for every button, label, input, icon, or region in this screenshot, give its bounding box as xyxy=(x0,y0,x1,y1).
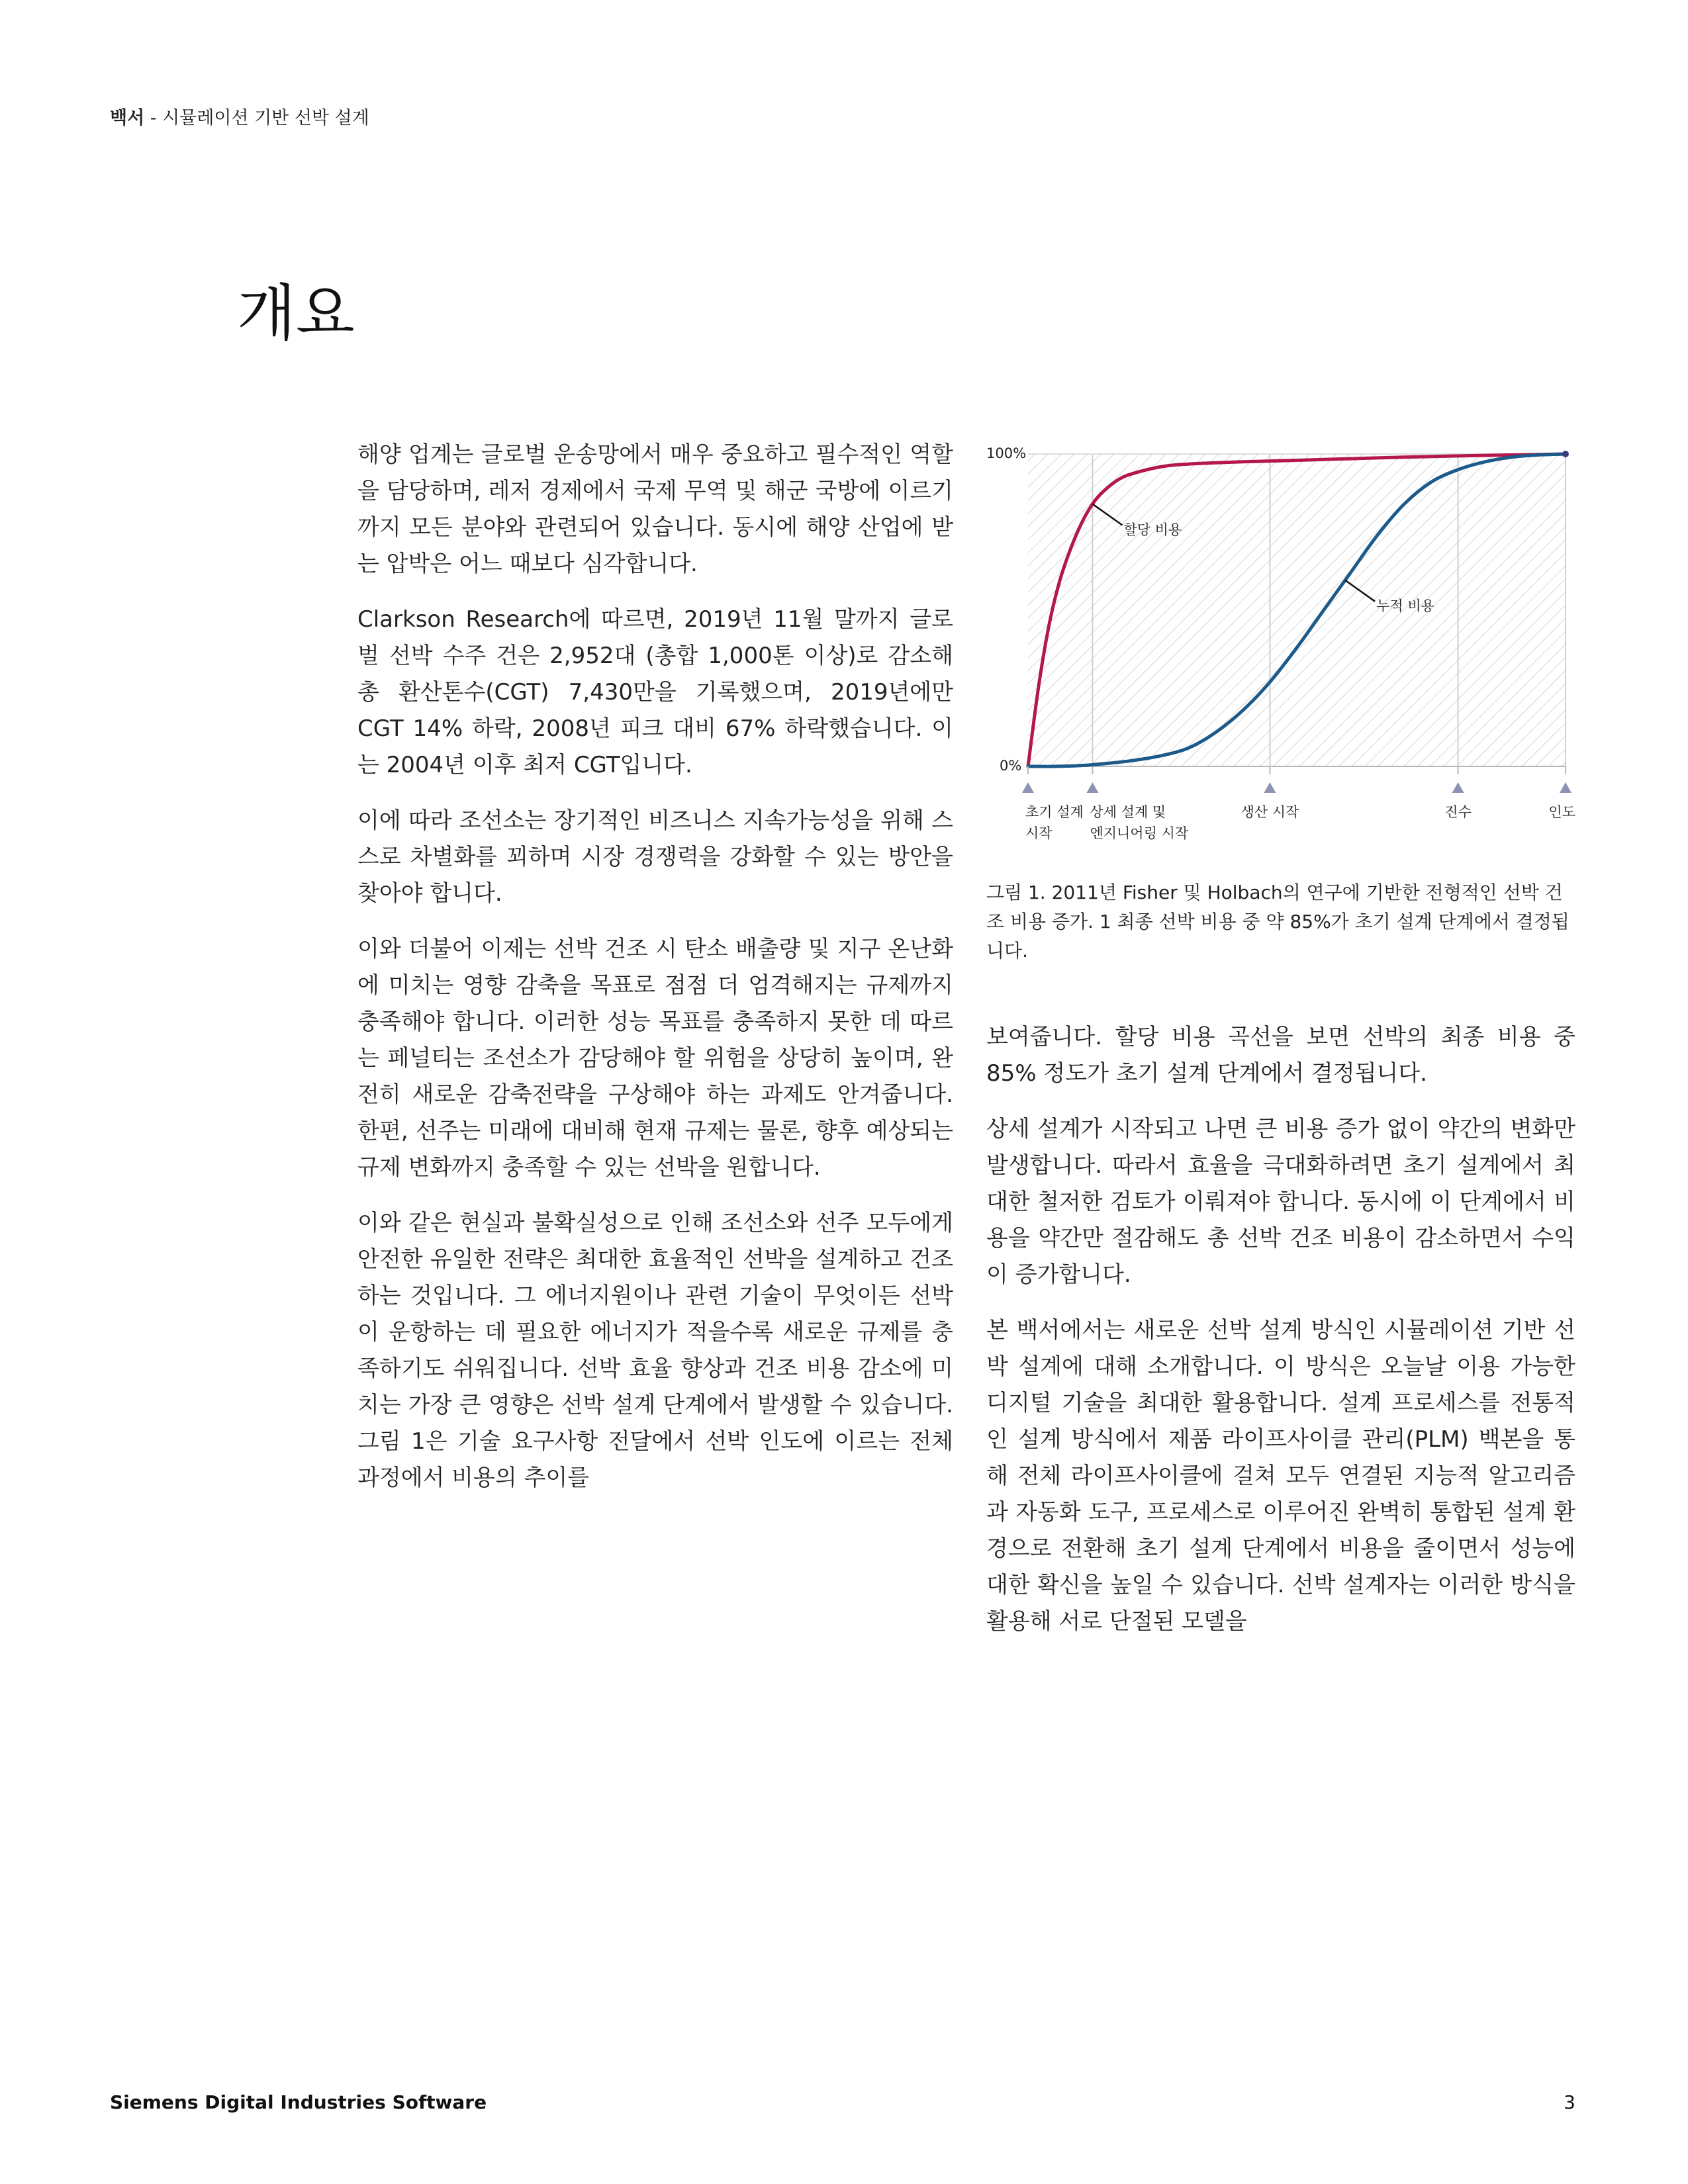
right-column xyxy=(986,1019,1575,1659)
milestone-marker-icon xyxy=(1560,782,1571,793)
milestone-label: 엔지니어링 시작 xyxy=(1090,825,1189,841)
y-tick-label-bottom: 0% xyxy=(1000,758,1022,774)
body-paragraph: 이와 더불어 이제는 선박 건조 시 탄소 배출량 및 지구 온난화에 미치는 영향 감축을 목표로 점점 더 엄격해지는 규제까지 충족해야 합니다. 이러한 성능 목표를 충족하지 못한 데 따르는 페널티는 조선소가 감당해야 할 위험을 상당히 높이며, 완전히 새로운 감축전략을 구상해야 하는 과제도 안겨줍니다. 한편, 선주는 미래에 대비해 현재 규제는 물론, 향후 예상되는 규제 변화까지 충족할 수 있는 선박을 원합니다. xyxy=(357,936,953,1181)
milestone-label: 생산 시작 xyxy=(1241,804,1299,820)
body-paragraph: 이와 같은 현실과 불확실성으로 인해 조선소와 선주 모두에게 안전한 유일한 전략은 최대한 효율적인 선박을 설계하고 건조하는 것입니다. 그 에너지원이나 관련 기술이 무엇이든 선박이 운항하는 데 필요한 에너지가 적을수록 새로운 규제를 충족하기도 쉬워집니다. 선박 효율 향상과 건조 비용 감소에 미치는 가장 큰 영향은 선박 설계 단계에서 발생할 수 있습니다. 그림 1은 기술 요구사항 전달에서 선박 인도에 이르는 전체 과정에서 비용의 추이를 xyxy=(357,1210,953,1491)
body-paragraph: 본 백서에서는 새로운 선박 설계 방식인 시뮬레이션 기반 선박 설계에 대해 소개합니다. 이 방식은 오늘날 이용 가능한 디지털 기술을 최대한 활용합니다. 설계 프로세스를 전통적인 설계 방식에서 제품 라이프사이클 관리(PLM) 백본을 통해 전체 라이프사이클에 걸쳐 모두 연결된 지능적 알고리즘과 자동화 도구, 프로세스로 이루어진 완벽히 통합된 설계 환경으로 전환해 초기 설계 단계에서 비용을 줄이면서 성능에 대한 확신을 높일 수 있습니다. 선박 설계자는 이러한 방식을 활용해 서로 단절된 모델을 xyxy=(986,1317,1575,1635)
milestone-marker-icon xyxy=(1452,782,1464,793)
body-paragraph: 상세 설계가 시작되고 나면 큰 비용 증가 없이 약간의 변화만 발생합니다. 따라서 효율을 극대화하려면 초기 설계에서 최대한 철저한 검토가 이뤄져야 합니다. 동시에 이 단계에서 비용을 약간만 절감해도 총 선박 건조 비용이 감소하면서 수익이 증가합니다. xyxy=(986,1116,1575,1288)
header-doc-title: 시뮬레이션 기반 선박 설계 xyxy=(162,108,369,128)
milestone-label: 인도 xyxy=(1548,804,1575,820)
body-paragraph: 보여줍니다. 할당 비용 곡선을 보면 선박의 최종 비용 중 85% 정도가 초기 설계 단계에서 결정됩니다. xyxy=(986,1024,1575,1087)
milestone-label: 초기 설계 xyxy=(1025,804,1084,820)
header-doc-type: 백서 xyxy=(110,108,145,128)
milestone-marker-icon xyxy=(1086,782,1098,793)
series-annotation-label: 할당 비용 xyxy=(1123,522,1182,538)
document-header xyxy=(110,103,369,129)
milestone-marker-icon xyxy=(1022,782,1034,793)
milestone-label: 진수 xyxy=(1444,804,1472,820)
figure-caption: 그림 1. 2011년 Fisher 및 Holbach의 연구에 기반한 전형적인 선박 건조 비용 증가. 1 최종 선박 비용 중 약 85%가 초기 설계 단계에서 결정됩니다. xyxy=(986,882,1570,962)
left-column xyxy=(357,437,953,1516)
section-title: 개요 xyxy=(237,278,355,349)
body-paragraph: 이에 따라 조선소는 장기적인 비즈니스 지속가능성을 위해 스스로 차별화를 꾀하며 시장 경쟁력을 강화할 수 있는 방안을 찾아야 합니다. xyxy=(357,807,953,907)
header-separator: - xyxy=(144,108,163,128)
milestone-label: 시작 xyxy=(1025,825,1053,841)
body-paragraph: 해양 업계는 글로벌 운송망에서 매우 중요하고 필수적인 역할을 담당하며, 레저 경제에서 국제 무역 및 해군 국방에 이르기까지 모든 분야와 관련되어 있습니다. 동시에 해양 산업에 받는 압박은 어느 때보다 심각합니다. xyxy=(357,441,953,577)
y-tick-label-top: 100% xyxy=(986,445,1027,461)
milestone-marker-icon xyxy=(1264,782,1276,793)
cost-curve-chart xyxy=(986,437,1582,860)
page-number: 3 xyxy=(1564,2091,1575,2113)
plot-area xyxy=(1028,454,1566,766)
body-paragraph: Clarkson Research에 따르면, 2019년 11월 말까지 글로벌 선박 수주 건은 2,952대 (총합 1,000톤 이상)로 감소해 총 환산톤수(CGT) 7,430만을 기록했으며, 2019년에만 CGT 14% 하락, 2008년 피크 대비 67% 하락했습니다. 이는 2004년 이후 최저 CGT입니다. xyxy=(357,606,953,778)
milestone-layer xyxy=(1022,766,1575,841)
milestone-label: 상세 설계 및 xyxy=(1090,804,1166,820)
series-annotation-label: 누적 비용 xyxy=(1376,598,1434,614)
curve-end-point xyxy=(1562,451,1569,457)
footer-company: Siemens Digital Industries Software xyxy=(110,2091,487,2113)
